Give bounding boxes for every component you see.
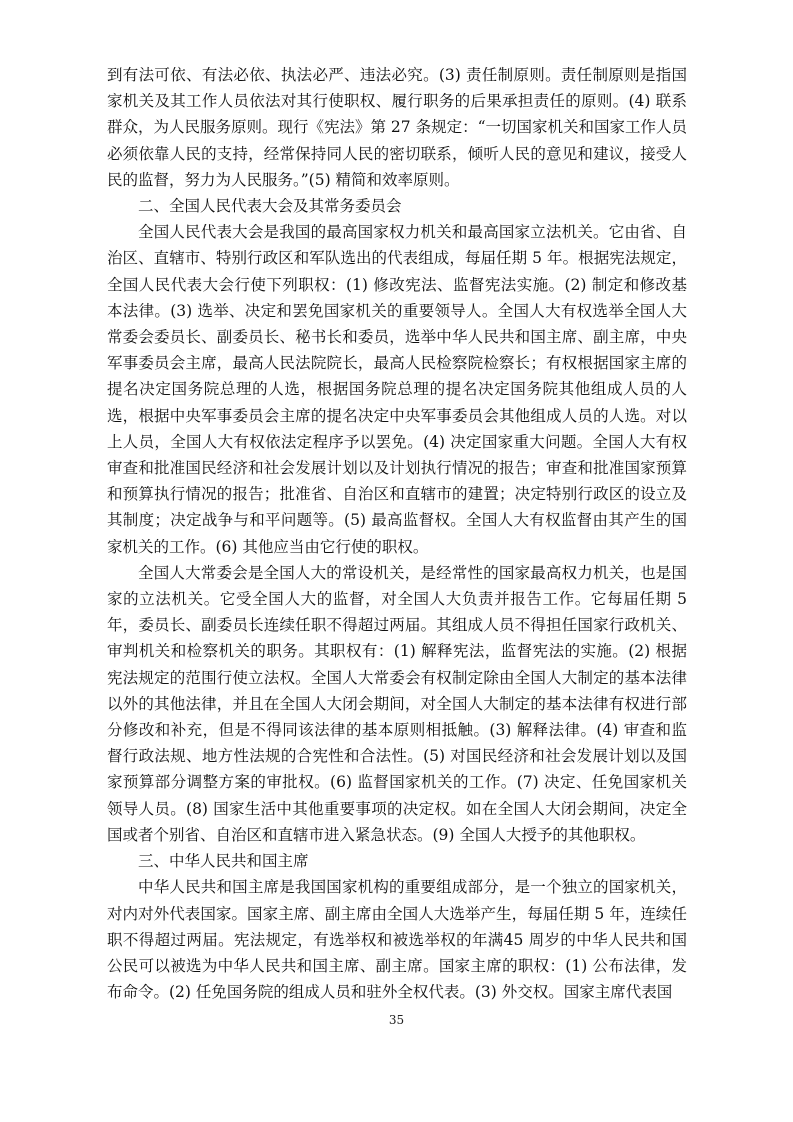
section-heading-npc: 二、全国人民代表大会及其常务委员会 bbox=[138, 197, 402, 216]
paragraph-npc-powers: 全国人民代表大会是我国的最高国家权力机关和最高国家立法机关。它由省、自治区、直辖市、特别行政区和军队选出的代表组成，每届任期 5 年。根据宪法规定，全国人民代表大会行使下列职权：(1) 修改宪法、监督宪法实施。(2) 制定和修改基本法律。(3) 选举、决定和罢免国家机关的重要领导人。全国人大有权选举全国人大常委会委员长、副委员长、秘书长和委员，选举中华人民共和国主席、副主席，中央军事委员会主席，最高人民法院院长，最高人民检察院检察长；有权根据国家主席的提名决定国务院总理的人选，根据国务院总理的提名决定国务院其他组成人员的人选，根据中央军事委员会主席的提名决定中央军事委员会其他组成人员的人选。对以上人员，全国人大有权依法定程序予以罢免。(4) 决定国家重大问题。全国人大有权审查和批准国民经济和社会发展计划以及计划执行情况的报告；审查和批准国家预算和预算执行情况的报告；批准省、自治区和直辖市的建置；决定特别行政区的设立及其制度；决定战争与和平问题等。(5) 最高监督权。全国人大有权监督由其产生的国家机关的工作。(6) 其他应当由它行使的职权。 bbox=[107, 223, 687, 556]
section-heading-president: 三、中华人民共和国主席 bbox=[138, 852, 309, 871]
paragraph-president: 中华人民共和国主席是我国国家机构的重要组成部分，是一个独立的国家机关，对内对外代表国家。国家主席、副主席由全国人大选举产生，每届任期 5 年，连续任职不得超过两届。宪法规定，有选举权和被选举权的年满45 周岁的中华人民共和国公民可以被选为中华人民共和国主席、副主席。国家主席的职权：(1) 公布法律，发布命令。(2) 任免国务院的组成人员和驻外全权代表。(3) 外交权。国家主席代表国 bbox=[107, 878, 687, 1002]
paragraph-npc-standing-committee: 全国人大常委会是全国人大的常设机关，是经常性的国家最高权力机关，也是国家的立法机关。它受全国人大的监督，对全国人大负责并报告工作。它每届任期 5 年，委员长、副委员长连续任职不得超过两届。其组成人员不得担任国家行政机关、审判机关和检察机关的职务。其职权有：(1) 解释宪法，监督宪法的实施。(2) 根据宪法规定的范围行使立法权。全国人大常委会有权制定除由全国人大制定的基本法律以外的其他法律，并且在全国人大闭会期间，对全国人大制定的基本法律有权进行部分修改和补充，但是不得同该法律的基本原则相抵触。(3) 解释法律。(4) 审查和监督行政法规、地方性法规的合宪性和合法性。(5) 对国民经济和社会发展计划以及国家预算部分调整方案的审批权。(6) 监督国家机关的工作。(7) 决定、任免国家机关领导人员。(8) 国家生活中其他重要事项的决定权。如在全国人大闭会期间，决定全国或者个别省、自治区和直辖市进入紧急状态。(9) 全国人大授予的其他职权。 bbox=[107, 563, 687, 844]
paragraph-principles-continued: 到有法可依、有法必依、执法必严、违法必究。(3) 责任制原则。责任制原则是指国家机关及其工作人员依法对其行使职权、履行职务的后果承担责任的原则。(4) 联系群众，为人民服务原则。现行《宪法》第 27 条规定：“一切国家机关和国家工作人员必须依靠人民的支持，经常保持同人民的密切联系，倾听人民的意见和建议，接受人民的监督，努力为人民服务。”(5) 精简和效率原则。 bbox=[107, 66, 688, 189]
page-number: 35 bbox=[388, 1013, 405, 1027]
document-body bbox=[107, 62, 687, 1005]
